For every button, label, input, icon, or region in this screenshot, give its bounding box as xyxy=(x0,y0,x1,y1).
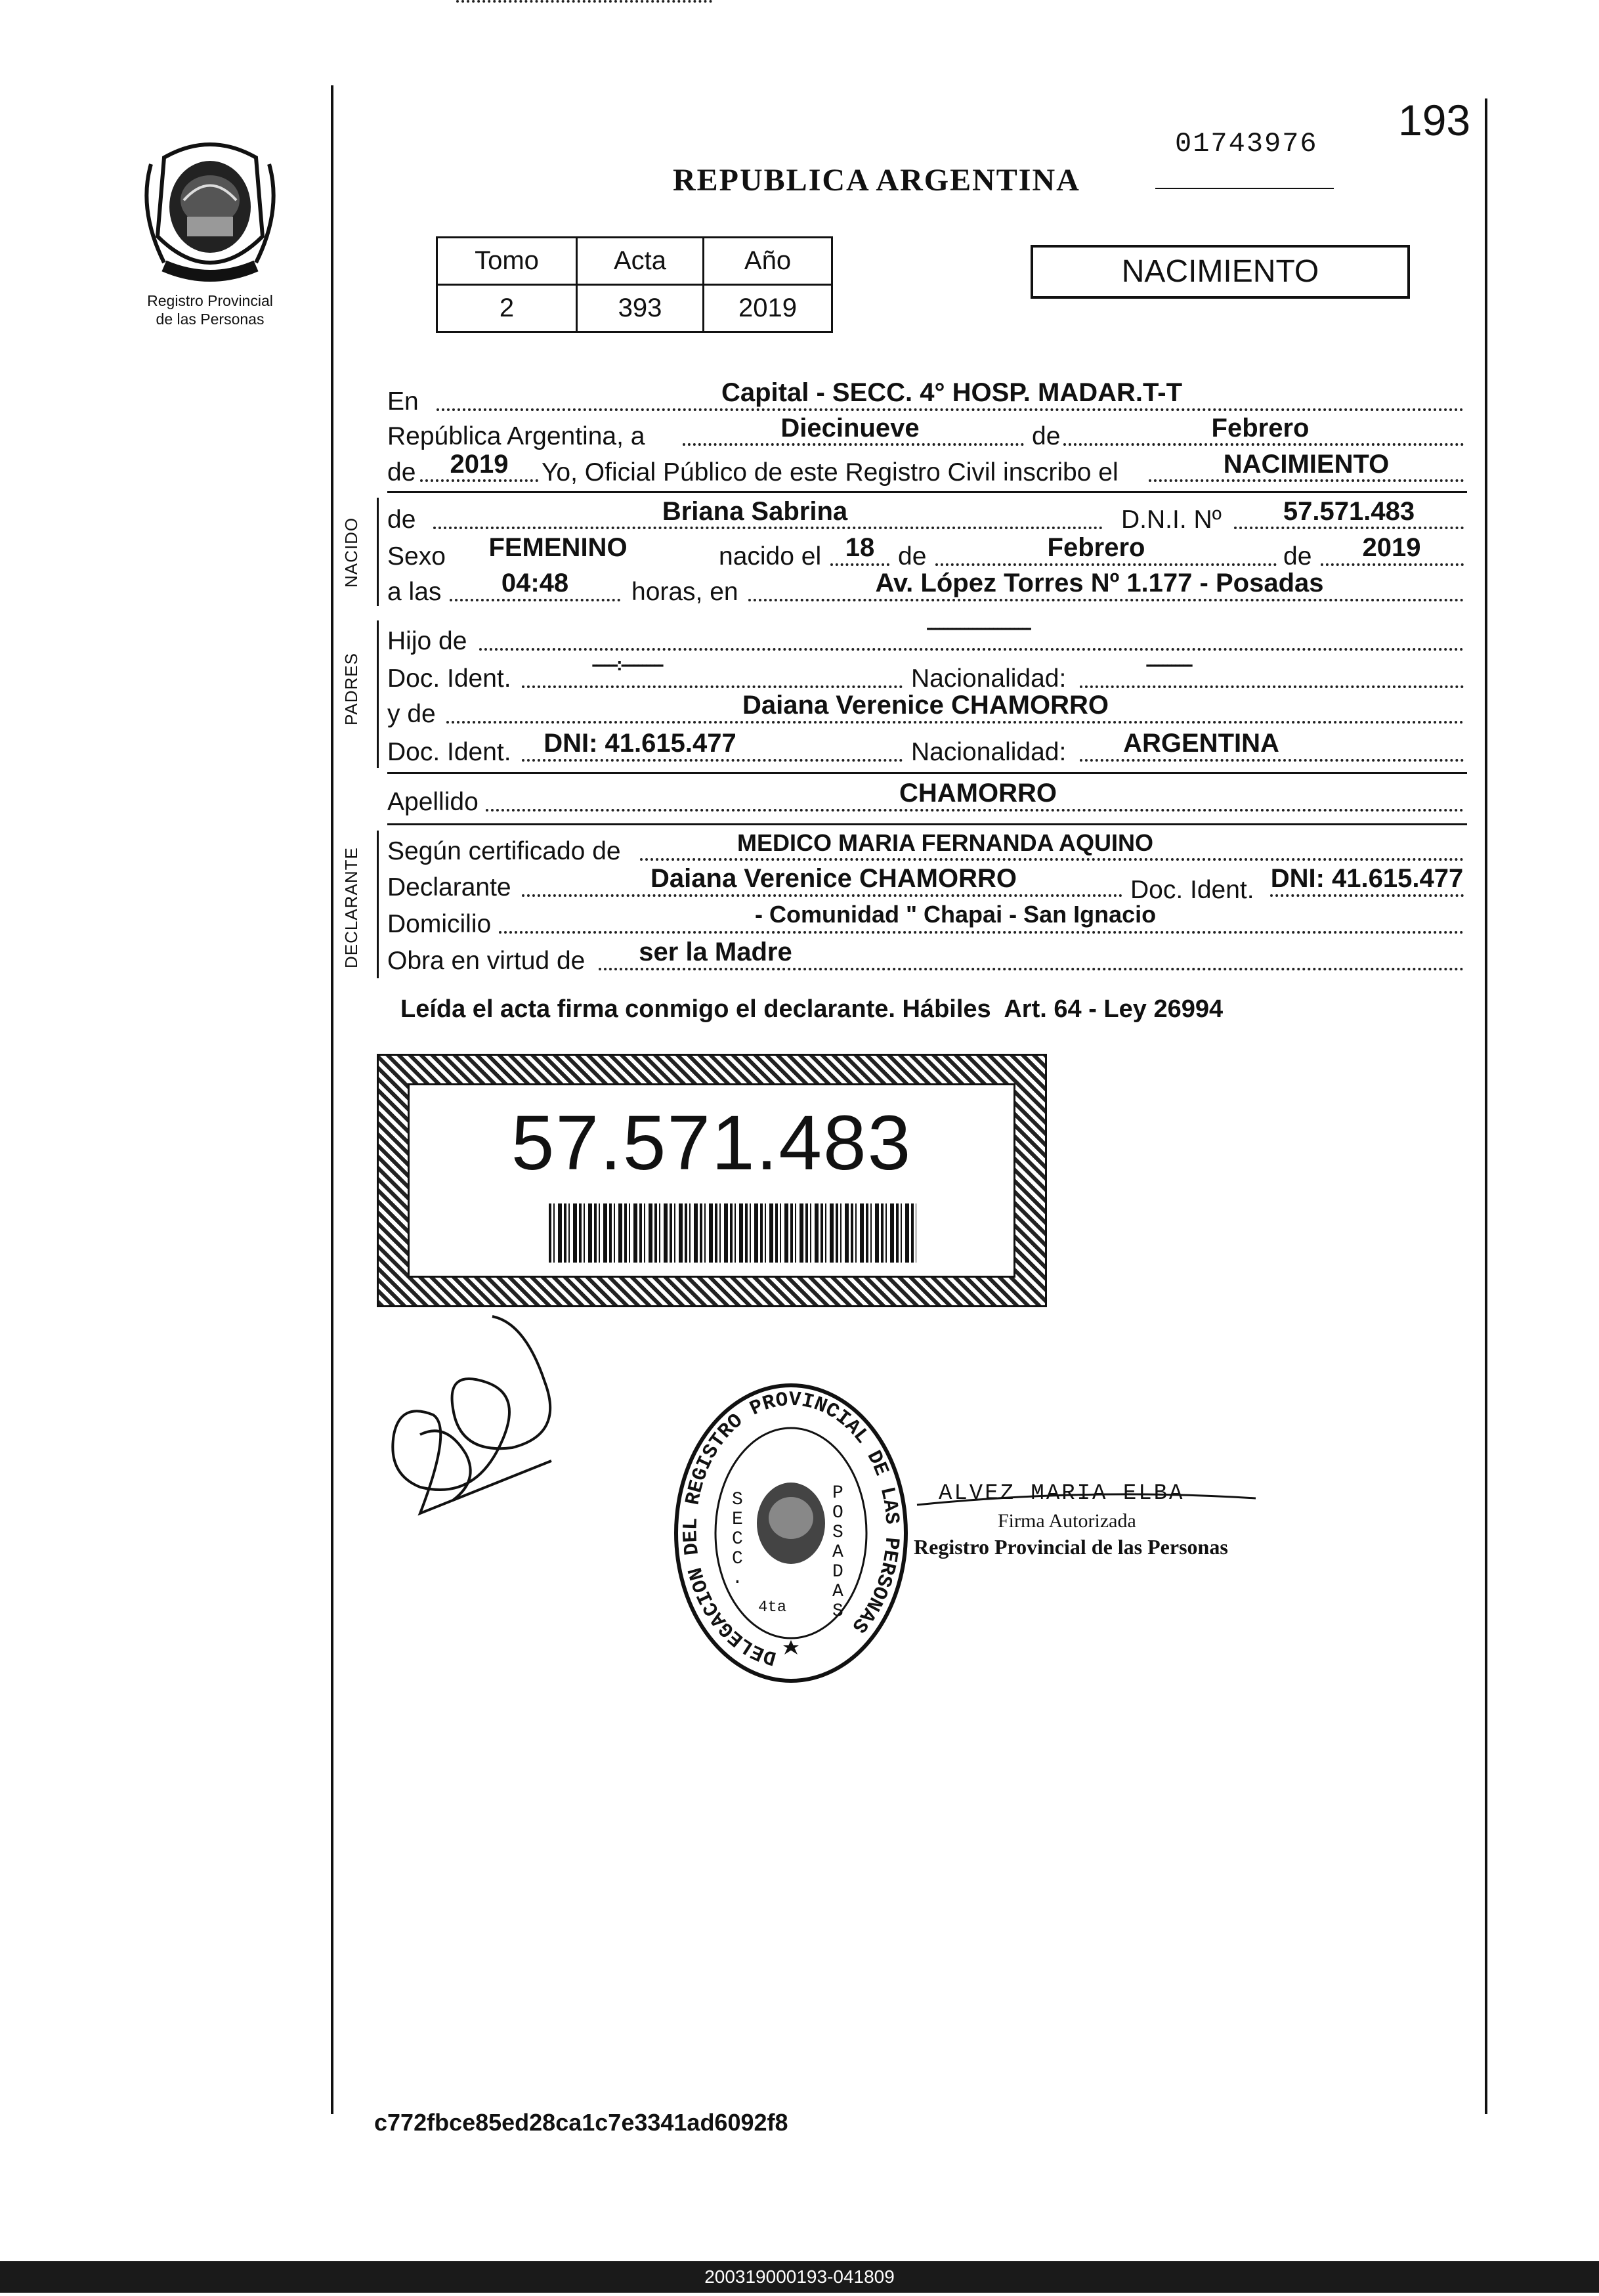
dni-value: 57.571.483 xyxy=(1283,497,1415,526)
mes-value: Febrero xyxy=(1211,414,1310,443)
tomo-header: Tomo xyxy=(437,238,577,285)
dni-sticker-panel xyxy=(408,1083,1015,1278)
nacido-dia-dots xyxy=(830,563,889,566)
record-type-box xyxy=(1031,245,1410,299)
footer-bar xyxy=(0,2261,1599,2293)
nacido-mes-dots xyxy=(935,563,1277,566)
padre-nac-dots xyxy=(1080,685,1464,688)
dni-label: D.N.I. Nº xyxy=(1121,506,1222,534)
de-label: de xyxy=(1032,422,1061,450)
serial-underline xyxy=(1155,188,1334,189)
acta-value: 393 xyxy=(577,285,704,332)
y-de-label: y de xyxy=(387,700,436,728)
declarante-value: Daiana Verenice CHAMORRO xyxy=(650,864,1017,893)
closing-statement: Leída el acta firma conmigo el declarante. Hábiles Art. 64 - Ley 26994 xyxy=(400,995,1224,1023)
domicilio-dots xyxy=(499,931,1464,934)
record-type: NACIMIENTO xyxy=(1121,254,1319,289)
footer-bar-code: 200319000193-041809 xyxy=(704,2266,895,2287)
official-signature-stroke xyxy=(916,1490,1257,1507)
hora-dots xyxy=(450,599,620,601)
anio-header: Año xyxy=(704,238,832,285)
padre-doc-value: ------:---------- xyxy=(591,654,662,674)
segun-label: Según certificado de xyxy=(387,837,621,865)
madre-value: Daiana Verenice CHAMORRO xyxy=(742,691,1109,720)
apellido-dots xyxy=(486,809,1464,812)
nombre-value: Briana Sabrina xyxy=(662,497,848,526)
padre-nac-value: ----------- xyxy=(1145,654,1191,674)
padre-dots xyxy=(479,648,1464,651)
stamp-inner-right: POSADAS xyxy=(832,1483,843,1622)
nacido-dia-value: 18 xyxy=(845,533,875,562)
acta-header: Acta xyxy=(577,238,704,285)
official-title: Firma Autorizada xyxy=(998,1510,1136,1532)
declarante-dots xyxy=(522,894,1122,897)
section-divider-1 xyxy=(387,491,1467,493)
sexo-label: Sexo xyxy=(387,542,446,571)
declarante-bracket xyxy=(377,831,379,978)
madre-dots xyxy=(446,721,1464,724)
obra-value: ser la Madre xyxy=(639,938,792,966)
madre-nac-value: ARGENTINA xyxy=(1123,729,1279,758)
padre-doc-dots xyxy=(522,685,903,688)
declarante-doc-label: Doc. Ident. xyxy=(1130,876,1254,904)
left-margin-line xyxy=(331,85,333,2114)
de2-label: de xyxy=(387,458,416,487)
nacido-mes-value: Febrero xyxy=(1047,533,1145,562)
dni-dots xyxy=(1234,527,1464,529)
side-label-nacido: NACIDO xyxy=(341,517,361,588)
madre-doc-label: Doc. Ident. xyxy=(387,738,511,766)
madre-doc-dots xyxy=(522,759,903,762)
certificado-dots xyxy=(640,858,1464,861)
padres-bracket xyxy=(377,620,379,768)
horas-en-label: horas, en xyxy=(631,578,738,606)
dni-barcode xyxy=(549,1203,916,1263)
country-title: REPUBLICA ARGENTINA xyxy=(673,163,1080,198)
serial-number: 01743976 xyxy=(1175,128,1318,160)
official-name: ALVEZ MARIA ELBA xyxy=(939,1481,1185,1506)
dia-dots xyxy=(683,443,1024,446)
apellido-label: Apellido xyxy=(387,788,479,816)
side-label-declarante: DECLARANTE xyxy=(341,847,361,968)
dni-sticker-number: 57.571.483 xyxy=(511,1100,912,1186)
official-org: Registro Provincial de las Personas xyxy=(914,1535,1228,1559)
declarante-label: Declarante xyxy=(387,873,511,901)
stamp-inner-left: SECC. xyxy=(732,1490,743,1589)
misiones-coat-of-arms-logo xyxy=(138,138,282,289)
page-number: 193 xyxy=(1398,96,1471,144)
registry-oval-stamp xyxy=(670,1379,912,1687)
sexo-value: FEMENINO xyxy=(488,533,628,562)
lugar-value: Av. López Torres Nº 1.177 - Posadas xyxy=(875,569,1324,597)
side-label-padres: PADRES xyxy=(341,653,361,726)
certificado-value: MEDICO MARIA FERNANDA AQUINO xyxy=(737,829,1153,856)
tomo-acta-anio-table xyxy=(436,236,833,333)
nombre-dots xyxy=(433,527,1103,529)
stamp-inner-sup: 4ta xyxy=(758,1599,787,1616)
nacido-de-mes-label: de xyxy=(898,542,927,571)
section-divider-3 xyxy=(387,823,1467,825)
domicilio-label: Domicilio xyxy=(387,910,492,938)
en-label: En xyxy=(387,387,419,416)
oficial-text: Yo, Oficial Público de este Registro Civil inscribo el xyxy=(542,458,1119,487)
en-value: Capital - SECC. 4° HOSP. MADAR.T-T xyxy=(721,378,1182,407)
declarante-doc-value: DNI: 41.615.477 xyxy=(1270,864,1464,893)
apellido-value: CHAMORRO xyxy=(899,779,1057,808)
dni-sticker xyxy=(377,1054,1047,1307)
declarante-doc-dots xyxy=(1270,894,1464,897)
madre-doc-value: DNI: 41.615.477 xyxy=(544,729,736,758)
sexo-dots xyxy=(456,0,712,3)
section-divider-2 xyxy=(387,772,1467,774)
mes-dots xyxy=(1063,443,1464,446)
padre-nacionalidad-label: Nacionalidad: xyxy=(911,664,1067,693)
inscribe-value: NACIMIENTO xyxy=(1223,450,1390,479)
nacido-anio-dots xyxy=(1321,563,1464,566)
obra-dots xyxy=(599,968,1464,970)
madre-nacionalidad-label: Nacionalidad: xyxy=(911,738,1067,766)
a-las-label: a las xyxy=(387,578,442,606)
domicilio-value: - Comunidad " Chapai - San Ignacio xyxy=(755,901,1157,928)
stamp-ring-text: DELEGACION DEL REGISTRO PROVINCIAL DE LAS PERSONAS xyxy=(679,1388,903,1670)
right-margin-line xyxy=(1485,98,1487,2114)
republica-label: República Argentina, a xyxy=(387,422,645,450)
padre-doc-label: Doc. Ident. xyxy=(387,664,511,693)
en-dots xyxy=(437,408,1464,411)
lugar-dots xyxy=(748,599,1464,601)
obra-label: Obra en virtud de xyxy=(387,947,586,975)
anio-value: 2019 xyxy=(704,285,832,332)
document-hash: c772fbce85ed28ca1c7e3341ad6092f8 xyxy=(374,2109,788,2136)
logo-caption: Registro Provincial de las Personas xyxy=(147,292,273,328)
hijo-de-label: Hijo de xyxy=(387,627,467,655)
hora-value: 04:48 xyxy=(501,569,569,597)
nacido-bracket xyxy=(377,498,379,606)
inscribe-dots xyxy=(1149,479,1464,482)
nacido-de-label: de xyxy=(387,506,416,534)
nacido-el-label: nacido el xyxy=(719,542,822,571)
dia-value: Diecinueve xyxy=(780,414,920,443)
nacido-de-anio-label: de xyxy=(1283,542,1312,571)
anio-dots xyxy=(420,479,538,482)
padre-value: ------------------------- xyxy=(926,617,1031,638)
anio-value: 2019 xyxy=(450,450,509,479)
madre-nac-dots xyxy=(1080,759,1464,762)
nacido-anio-value: 2019 xyxy=(1362,533,1421,562)
tomo-value: 2 xyxy=(437,285,577,332)
handwritten-signature xyxy=(381,1303,597,1540)
